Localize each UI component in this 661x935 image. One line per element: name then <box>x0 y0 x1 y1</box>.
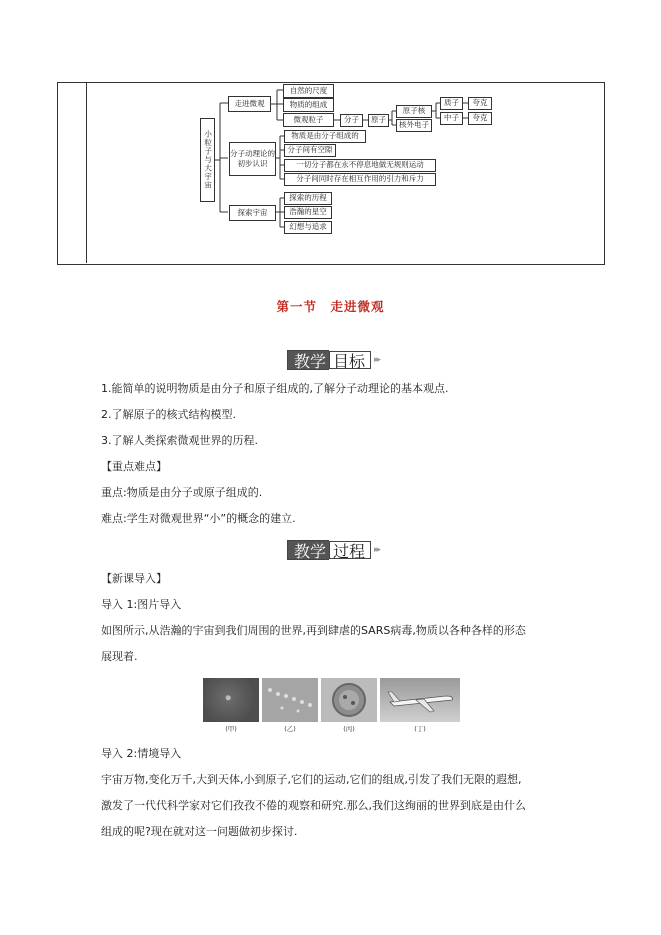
intro2-title: 导入 2:情境导入 <box>101 747 182 760</box>
intro1-text: 展现着. <box>101 650 138 663</box>
intro2-text: 组成的呢?现在就对这一问题做初步探讨. <box>101 825 298 838</box>
concept-branch-micro: 走进微观 <box>228 96 271 112</box>
concept-item-nucleus: 原子核 <box>396 105 432 118</box>
concept-item-atom: 原子 <box>368 114 389 127</box>
concept-item-quark: 夸克 <box>468 112 492 125</box>
goal-item: 2.了解原子的核式结构模型. <box>101 408 236 421</box>
difficulty-point: 难点:学生对微观世界“小”的概念的建立. <box>101 512 296 525</box>
banner-right-text: 目标 <box>329 351 371 369</box>
teaching-process-banner <box>287 541 379 559</box>
concept-item-electron: 核外电子 <box>396 119 432 132</box>
intro1-title: 导入 1:图片导入 <box>101 598 182 611</box>
concept-item-exploration-history: 探索的历程 <box>284 192 332 205</box>
intro2-text: 宇宙万物,变化万千,大到天体,小到原子,它们的运动,它们的组成,引发了我们无限的遐想, <box>101 773 522 786</box>
concept-item-molecular-gaps: 分子间有空隙 <box>284 144 336 157</box>
intro2-text: 激发了一代代科学家对它们孜孜不倦的观察和研究.那么,我们这绚丽的世界到底是由什么 <box>101 799 526 812</box>
virus-photo <box>321 678 377 722</box>
concept-branch-explore-universe: 探索宇宙 <box>229 205 276 221</box>
key-difficulty-heading: 【重点难点】 <box>101 460 167 473</box>
concept-item-neutron: 中子 <box>440 112 463 125</box>
banner-arrows-icon: ▸▸ <box>374 355 380 365</box>
concept-item-molecule: 分子 <box>340 114 363 127</box>
molecules-photo <box>262 678 318 722</box>
photo-caption: (甲) <box>225 725 237 733</box>
universe-photo <box>203 678 259 722</box>
concept-item-fantasy-pursuit: 幻想与追求 <box>284 221 332 234</box>
concept-item-random-motion: 一切分子都在永不停息地做无规则运动 <box>284 159 436 172</box>
concept-item-matter-of-molecules: 物质是由分子组成的 <box>284 130 366 143</box>
concept-item-matter-composition: 物质的组成 <box>283 98 334 112</box>
intro1-text: 如图所示,从浩瀚的宇宙到我们周围的世界,再到肆虐的SARS病毒,物质以各种各样的形态 <box>101 624 526 637</box>
photo-caption: (丙) <box>343 725 355 733</box>
goal-item: 1.能简单的说明物质是由分子和原子组成的,了解分子动理论的基本观点. <box>101 382 449 395</box>
key-point: 重点:物质是由分子或原子组成的. <box>101 486 263 499</box>
airplane-photo <box>380 678 460 722</box>
photo-caption: (丁) <box>414 725 426 733</box>
concept-branch-molecular-theory: 分子动理论的初步认识 <box>229 142 276 176</box>
concept-item-micro-particle: 微观粒子 <box>283 113 334 127</box>
concept-root-node: 小粒子与大宇宙 <box>200 118 215 202</box>
banner-right-text: 过程 <box>329 541 371 559</box>
dots-pattern-icon <box>262 678 318 722</box>
concept-item-starry-sky: 浩瀚的星空 <box>284 206 332 219</box>
concept-item-natural-scale: 自然的尺度 <box>283 84 334 98</box>
banner-arrows-icon: ▸▸ <box>374 545 380 555</box>
teaching-goals-banner <box>287 351 379 369</box>
goal-item: 3.了解人类探索微观世界的历程. <box>101 434 258 447</box>
virus-icon <box>321 678 377 722</box>
banner-left-text: 教学 <box>287 540 329 560</box>
photo-caption: (乙) <box>284 725 296 733</box>
airplane-icon <box>380 678 460 722</box>
concept-item-proton: 质子 <box>440 97 463 110</box>
new-lesson-heading: 【新课导入】 <box>101 572 167 585</box>
section-title: 第一节 走进微观 <box>276 299 385 314</box>
concept-item-quark: 夸克 <box>468 97 492 110</box>
banner-left-text: 教学 <box>287 350 329 370</box>
concept-item-attraction-repulsion: 分子间同时存在相互作用的引力和斥力 <box>284 173 436 186</box>
